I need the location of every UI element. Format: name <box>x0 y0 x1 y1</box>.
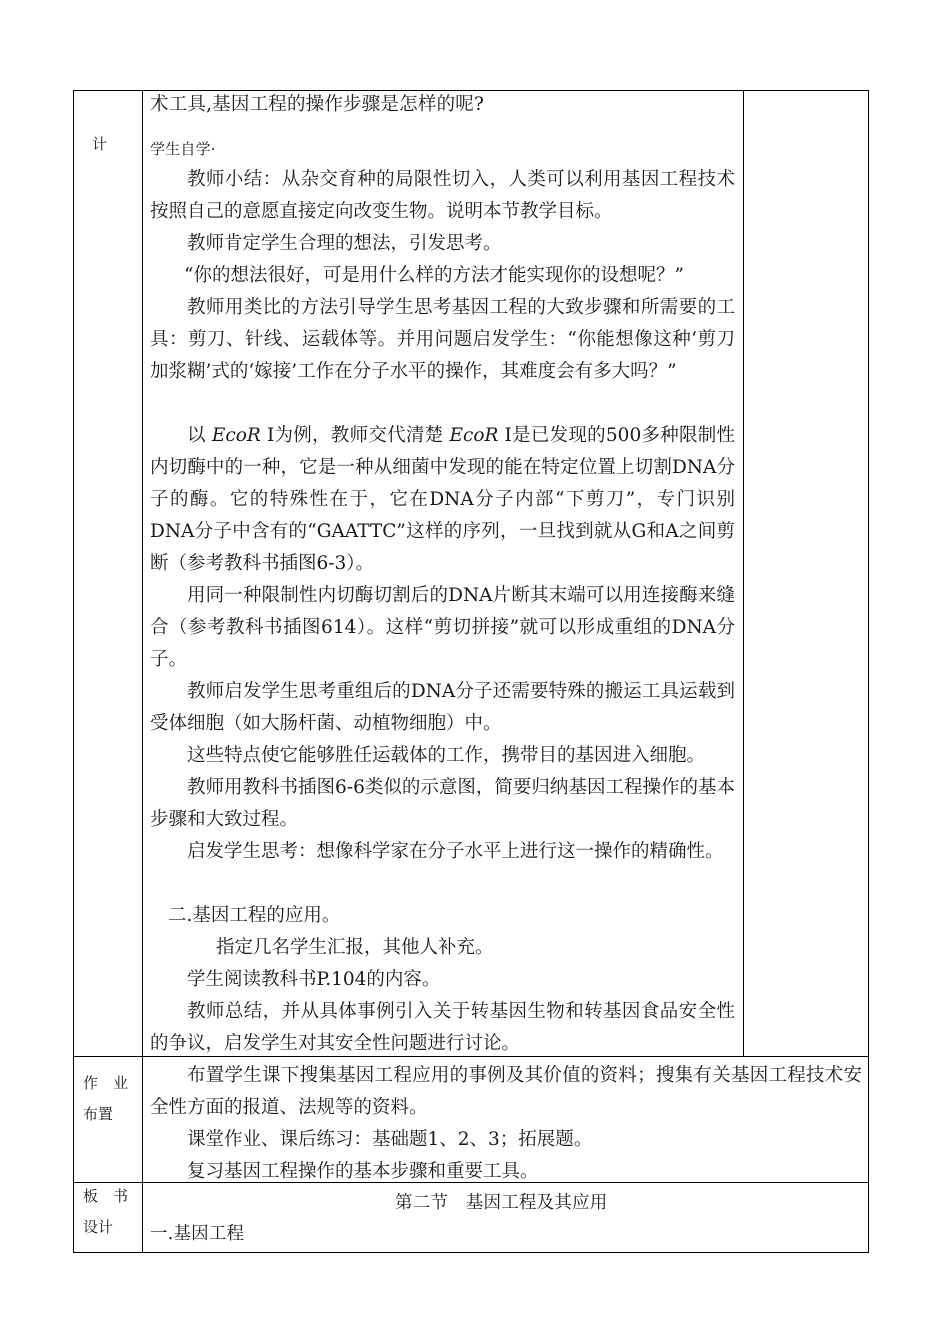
enzyme-name-1: EcoR <box>211 425 261 446</box>
paragraph-precision: 启发学生思考：想像科学家在分子水平上进行这一操作的精确性。 <box>187 841 724 862</box>
section-label-board-1: 板 书 <box>83 1187 129 1205</box>
section-label-board-2: 设计 <box>83 1218 114 1236</box>
paragraph-ecor: 以 EcoR Ⅰ为例，教师交代清楚 EcoR Ⅰ是已发现的500多种限制性内切酶中的一种，它是一种从细菌中发现的能在特定位置上切割DNA分子的酶。它的特殊性在于，它在DNA分子内部“下剪刀”，专门识别DNA分子中含有的“GAATTC”这样的序列，一旦找到就从G和A之间剪断（参考教科书插图6-3）。 <box>150 425 735 574</box>
paragraph-vector: 教师启发学生思考重组后的DNA分子还需要特殊的搬运工具运载到受体细胞（如大肠杆菌、动植物细胞）中。 <box>150 681 735 734</box>
enzyme-name-2: EcoR <box>449 425 499 446</box>
homework-item-3: 复习基因工程操作的基本步骤和重要工具。 <box>187 1161 539 1182</box>
col-divider-left <box>142 90 143 1253</box>
paragraph-teacher-summary: 教师小结：从杂交育种的局限性切入，人类可以利用基因工程技术按照自己的意愿直接定向改变生物。说明本节教学目标。 <box>150 169 735 222</box>
paragraph-ligase: 用同一种限制性内切酶切割后的DNA片断其末端可以用连接酶来缝合（参考教科书插图614）。这样“剪切拼接”就可以形成重组的DNA分子。 <box>150 585 735 670</box>
paragraph-reading: 学生阅读教科书P.104的内容。 <box>187 969 441 990</box>
paragraph-analogy: 教师用类比的方法引导学生思考基因工程的大致步骤和所需要的工具：剪刀、针线、运载体等。并用问题启发学生：“你能想像这种‘剪刀加浆糊’式的‘嫁接’工作在分子水平的操作，其难度会有多大吗？” <box>150 297 735 382</box>
paragraph-quote: “你的想法很好，可是用什么样的方法才能实现你的设想呢？” <box>184 265 684 286</box>
paragraph-reports: 指定几名学生汇报，其他人补充。 <box>216 937 494 958</box>
board-item-1: 一.基因工程 <box>150 1224 245 1244</box>
section-label-design: 计 <box>92 135 108 153</box>
homework-item-2: 课堂作业、课后练习：基础题1、2、3；拓展题。 <box>187 1129 593 1150</box>
paragraph-vector-features: 这些特点使它能够胜任运载体的工作，携带目的基因进入细胞。 <box>187 745 706 766</box>
section-heading-applications: 二.基因工程的应用。 <box>168 905 341 926</box>
section-label-homework-1: 作 业 <box>83 1074 129 1092</box>
homework-item-1: 布置学生课下搜集基因工程应用的事例及其价值的资料；搜集有关基因工程技术安全性方面的报道、法规等的资料。 <box>150 1065 862 1118</box>
col-divider-right <box>743 90 744 1056</box>
section-label-homework-2: 布置 <box>83 1105 114 1123</box>
paragraph-steps: 教师用教科书插图6-6类似的示意图，简要归纳基因工程操作的基本步骤和大致过程。 <box>150 777 735 830</box>
paragraph-safety: 教师总结，并从具体事例引入关于转基因生物和转基因食品安全性的争议，启发学生对其安全性问题进行讨论。 <box>150 1001 735 1054</box>
self-study-note: 学生自学· <box>150 140 216 158</box>
board-title: 第二节 基因工程及其应用 <box>395 1193 608 1213</box>
process-line-0: 术工具,基因工程的操作步骤是怎样的呢? <box>150 94 485 115</box>
paragraph-affirm: 教师肯定学生合理的想法，引发思考。 <box>187 233 502 254</box>
